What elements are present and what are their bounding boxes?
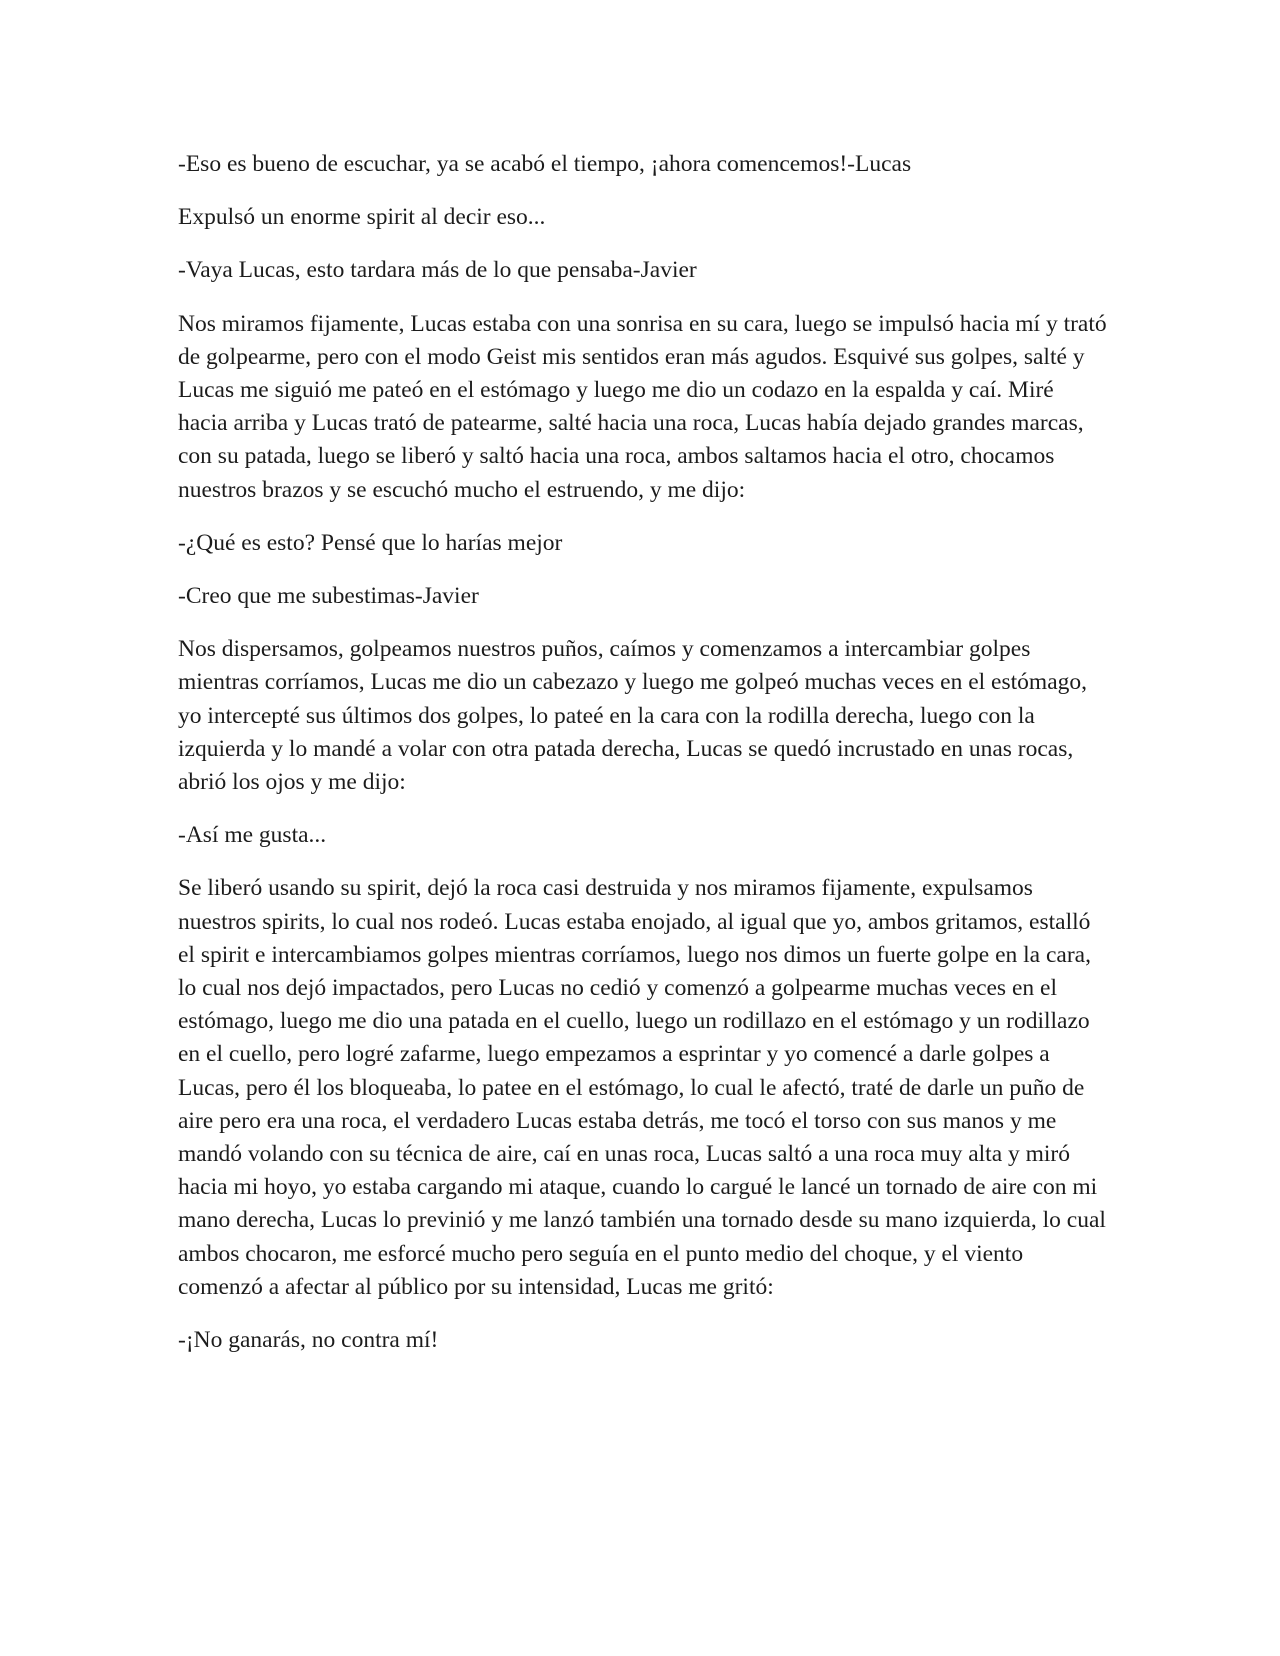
paragraph-7: Nos dispersamos, golpeamos nuestros puños, caímos y comenzamos a intercambiar golpes mientras corríamos, Lucas me dio un cabezazo y luego me golpeó muchas veces en el estómago, yo intercepté sus últimos dos golpes, lo pateé en la cara con la rodilla derecha, luego con la izquierda y lo mandé a volar con otra patada derecha, Lucas se quedó incrustado en unas rocas, abrió los ojos y me dijo: — [178, 636, 1087, 796]
paragraph-3: -Vaya Lucas, esto tardara más de lo que pensaba-Javier — [178, 257, 697, 284]
paragraph-6: -Creo que me subestimas-Javier — [178, 583, 479, 610]
paragraph-5: -¿Qué es esto? Pensé que lo harías mejor — [178, 529, 563, 556]
paragraph-4: Nos miramos fijamente, Lucas estaba con una sonrisa en su cara, luego se impulsó hacia mí y trató de golpearme, pero con el modo Geist mis sentidos eran más agudos. Esquivé sus golpes, salté y Lucas me siguió me pateó en el estómago y luego me dio un codazo en la espalda y caí. Miré hacia arriba y Lucas trató de patearme, salté hacia una roca, Lucas había dejado grandes marcas, con su patada, luego se liberó y saltó hacia una roca, ambos saltamos hacia el otro, chocamos nuestros brazos y se escuchó mucho el estruendo, y me dijo: — [178, 310, 1107, 503]
document-body — [178, 148, 1108, 1377]
paragraph-10: -¡No ganarás, no contra mí! — [178, 1327, 439, 1354]
paragraph-9: Se liberó usando su spirit, dejó la roca casi destruida y nos miramos fijamente, expulsamos nuestros spirits, lo cual nos rodeó. Lucas estaba enojado, al igual que yo, ambos gritamos, estalló el spirit e intercambiamos golpes mientras corríamos, luego nos dimos un fuerte golpe en la cara, lo cual nos dejó impactados, pero Lucas no cedió y comenzó a golpearme muchas veces en el estómago, luego me dio una patada en el cuello, luego un rodillazo en el estómago y un rodillazo en el cuello, pero logré zafarme, luego empezamos a esprintar y yo comencé a darle golpes a Lucas, pero él los bloqueaba, lo patee en el estómago, lo cual le afectó, traté de darle un puño de aire pero era una roca, el verdadero Lucas estaba detrás, me tocó el torso con sus manos y me mandó volando con su técnica de aire, caí en unas roca, Lucas saltó a una roca muy alta y miró hacia mi hoyo, yo estaba cargando mi ataque, cuando lo cargué le lancé un tornado de aire con mi mano derecha, Lucas lo previnió y me lanzó también una tornado desde su mano izquierda, lo cual ambos chocaron, me esforcé mucho pero seguía en el punto medio del choque, y el viento comenzó a afectar al público por su intensidad, Lucas me gritó: — [178, 875, 1106, 1300]
paragraph-8: -Así me gusta... — [178, 822, 327, 849]
paragraph-2: Expulsó un enorme spirit al decir eso... — [178, 204, 546, 231]
paragraph-1: -Eso es bueno de escuchar, ya se acabó el tiempo, ¡ahora comencemos!-Lucas — [178, 151, 912, 177]
